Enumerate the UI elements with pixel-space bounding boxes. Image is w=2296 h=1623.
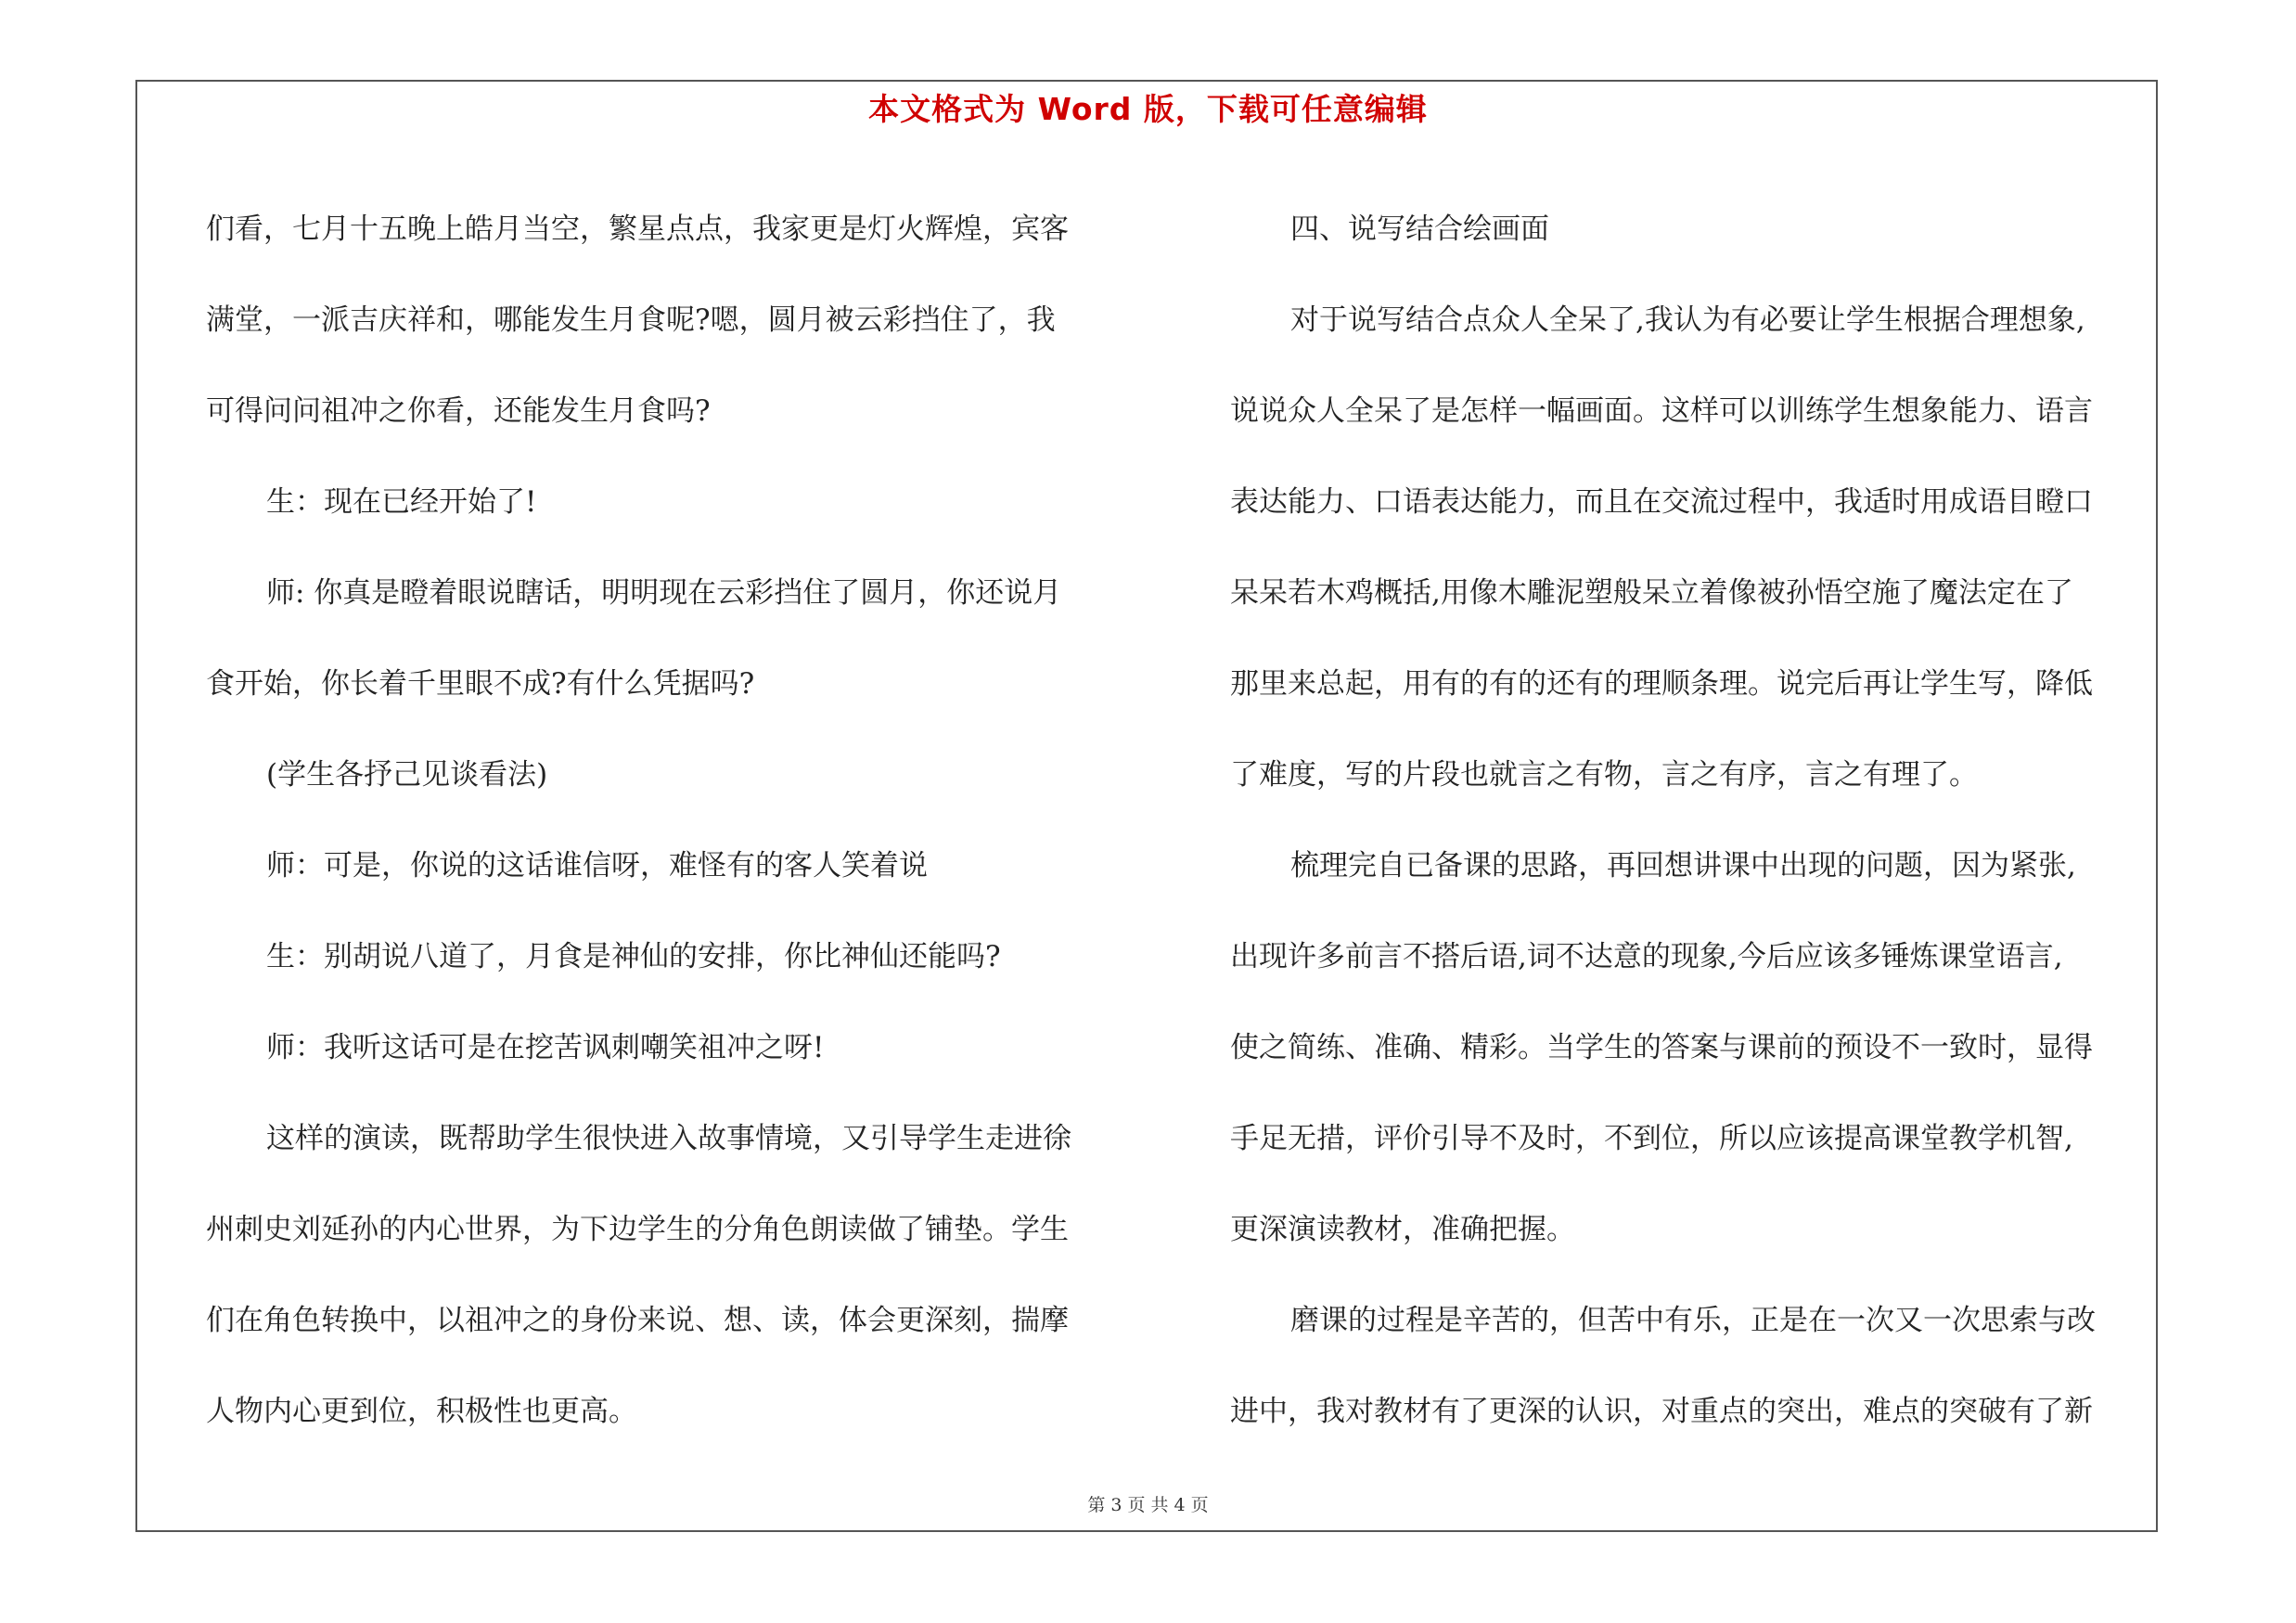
- text-line: 表达能力、口语表达能力，而且在交流过程中，我适时用成语目瞪口: [1230, 485, 2093, 519]
- text-line: 出现许多前言不搭后语,词不达意的现象,今后应该多锤炼课堂语言,: [1230, 940, 2063, 973]
- text-line: 四、说写结合绘画面: [1290, 213, 1549, 246]
- text-line: 人物内心更到位，积极性也更高。: [206, 1395, 637, 1428]
- page-number: 第 3 页 共 4 页: [1087, 1495, 1209, 1515]
- text-line: 对于说写结合点众人全呆了,我认为有必要让学生根据合理想象,: [1290, 303, 2085, 337]
- text-line: 了难度，写的片段也就言之有物，言之有序，言之有理了。: [1230, 758, 1978, 792]
- text-line: 食开始，你长着千里眼不成?有什么凭据吗?: [206, 667, 755, 701]
- text-line: 梳理完自已备课的思路，再回想讲课中出现的问题，因为紧张,: [1290, 849, 2076, 882]
- text-line: 师: 你真是瞪着眼说瞎话，明明现在云彩挡住了圆月，你还说月: [266, 576, 1062, 610]
- text-line: 那里来总起，用有的有的还有的理顺条理。说完后再让学生写，降低: [1230, 667, 2093, 701]
- text-line: 们看，七月十五晚上皓月当空，繁星点点，我家更是灯火辉煌，宾客: [206, 213, 1069, 246]
- text-line: 生：现在已经开始了!: [266, 485, 537, 519]
- text-line: 更深演读教材，准确把握。: [1230, 1213, 1575, 1246]
- text-line: 这样的演读，既帮助学生很快进入故事情境，又引导学生走进徐: [266, 1122, 1071, 1155]
- text-line: 师：可是，你说的这话谁信呀，难怪有的客人笑着说: [266, 849, 928, 882]
- left-text-column: [206, 184, 1134, 1457]
- text-line: (学生各抒己见谈看法): [266, 758, 548, 792]
- text-line: 州刺史刘延孙的内心世界，为下边学生的分角色朗读做了铺垫。学生: [206, 1213, 1069, 1246]
- text-line: 满堂，一派吉庆祥和，哪能发生月食呢?嗯，圆月被云彩挡住了，我: [206, 303, 1056, 337]
- text-line: 说说众人全呆了是怎样一幅画面。这样可以训练学生想象能力、语言: [1230, 394, 2093, 428]
- text-line: 磨课的过程是辛苦的，但苦中有乐，正是在一次又一次思索与改: [1290, 1304, 2096, 1337]
- text-line: 可得问问祖冲之你看，还能发生月食吗?: [206, 394, 711, 428]
- text-line: 使之简练、准确、精彩。当学生的答案与课前的预设不一致时，显得: [1230, 1031, 2093, 1064]
- text-line: 进中，我对教材有了更深的认识，对重点的突出，难点的突破有了新: [1230, 1395, 2093, 1428]
- text-line: 们在角色转换中，以祖冲之的身份来说、想、读，体会更深刻，揣摩: [206, 1304, 1069, 1337]
- right-text-column: [1230, 184, 2158, 1457]
- text-line: 生：别胡说八道了，月食是神仙的安排，你比神仙还能吗?: [266, 940, 1001, 973]
- text-line: 手足无措，评价引导不及时，不到位，所以应该提高课堂教学机智,: [1230, 1122, 2073, 1155]
- text-line: 呆呆若木鸡概括,用像木雕泥塑般呆立着像被孙悟空施了魔法定在了: [1230, 576, 2073, 610]
- format-notice-banner: 本文格式为 Word 版，下载可任意编辑: [868, 91, 1428, 127]
- text-line: 师：我听这话可是在挖苦讽刺嘲笑祖冲之呀!: [266, 1031, 825, 1064]
